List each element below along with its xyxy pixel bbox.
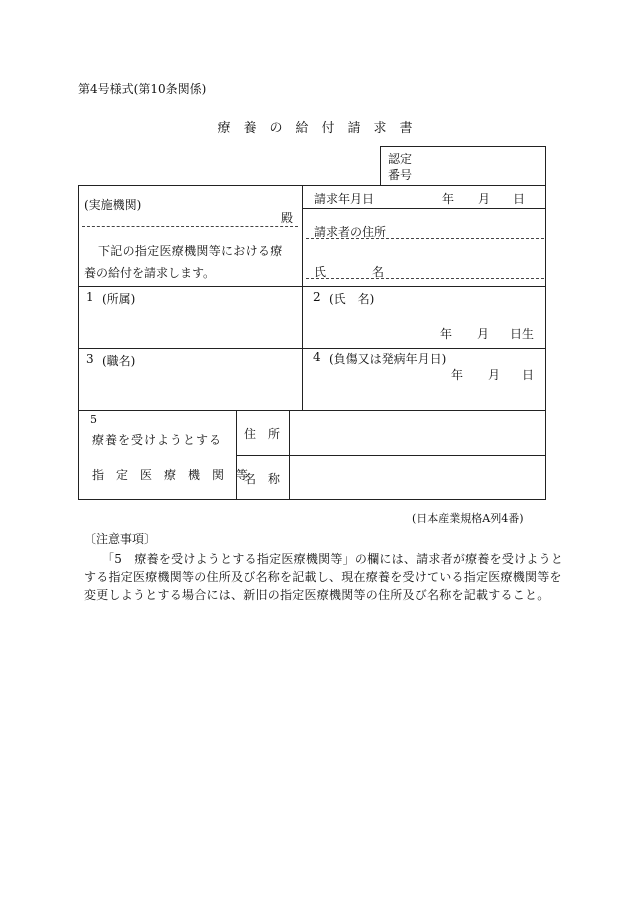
field3-label: (職名)	[102, 354, 136, 368]
notes-heading: 〔注意事項〕	[84, 532, 157, 546]
cert-box-top	[380, 146, 546, 147]
table-right-border	[545, 185, 546, 500]
cert-number-field[interactable]	[430, 152, 540, 180]
row5-mid-line	[236, 455, 546, 456]
field5-address-input[interactable]	[294, 414, 540, 450]
table-top-border	[78, 185, 546, 186]
field2-birth-day: 日生	[510, 327, 535, 341]
notes-line: する指定医療機関等の住所及び名称を記載し、現在療養を受けている指定医療機関等を	[84, 570, 562, 584]
field5-name-input[interactable]	[294, 459, 540, 495]
field1-input[interactable]	[84, 306, 296, 344]
cert-label-line2: 番号	[388, 168, 413, 182]
field4-label: (負傷又は発病年月日)	[329, 352, 447, 366]
field5-name-label: 名 称	[244, 472, 281, 486]
request-date-underline	[302, 208, 546, 209]
row-divider-1	[78, 286, 546, 287]
request-sentence-line2: 養の給付を請求します。	[84, 266, 216, 280]
row-divider-3	[78, 410, 546, 411]
request-date-field[interactable]	[380, 188, 540, 206]
field1-label: (所属)	[102, 292, 136, 306]
notes-line: 変更しようとする場合には、新旧の指定医療機関等の住所及び名称を記載すること。	[84, 588, 550, 602]
request-sentence-line1: 下記の指定医療機関等における療	[98, 244, 283, 258]
notes-line: 「5 療養を受けようとする指定医療機関等」の欄には、請求者が療養を受けようと	[102, 552, 564, 566]
field2-label: (氏 名)	[329, 292, 375, 306]
field5-label-line2: 指 定 医 療 機 関 等	[92, 468, 249, 482]
field4-year: 年	[451, 368, 464, 382]
cert-label-line1: 認定	[388, 152, 413, 166]
requester-address-dashed	[306, 238, 544, 239]
request-date-year: 年	[442, 192, 455, 206]
field4-day: 日	[522, 368, 535, 382]
institution-label: (実施機関)	[84, 198, 142, 212]
field4-input[interactable]	[308, 382, 540, 406]
field3-input[interactable]	[84, 368, 296, 406]
field5-label-line1: 療養を受けようとする	[92, 433, 223, 447]
field4-number: 4	[313, 350, 321, 364]
field1-number: 1	[86, 290, 94, 304]
cert-box-left	[380, 146, 381, 186]
requester-name-label-left: 氏	[314, 265, 327, 279]
field2-number: 2	[313, 290, 321, 304]
cert-box-right	[545, 146, 546, 186]
field4-month: 月	[488, 368, 501, 382]
field2-birth-month: 月	[477, 327, 490, 341]
field2-input[interactable]	[308, 306, 540, 322]
field5-number: 5	[90, 413, 97, 426]
page-title: 療 養 の 給 付 請 求 書	[217, 121, 413, 136]
table-left-border	[78, 185, 79, 500]
table-bottom-border	[78, 499, 546, 500]
addressee-suffix: 殿	[281, 211, 294, 225]
field3-number: 3	[86, 352, 94, 366]
row-divider-2	[78, 348, 546, 349]
requester-address-label: 請求者の住所	[314, 225, 387, 239]
institution-dashed-line	[82, 226, 298, 227]
request-date-month: 月	[478, 192, 491, 206]
requester-address-field[interactable]	[390, 215, 540, 237]
field2-birth-year: 年	[440, 327, 453, 341]
paper-size-note: (日本産業規格A列4番)	[412, 512, 524, 525]
table-mid-divider	[302, 185, 303, 411]
requester-name-dashed	[306, 278, 544, 279]
form-identifier: 第4号様式(第10条関係)	[78, 82, 207, 96]
request-date-day: 日	[513, 192, 526, 206]
requester-name-label-right: 名	[372, 265, 385, 279]
requester-name-field[interactable]	[390, 255, 540, 277]
institution-field[interactable]	[84, 190, 274, 224]
request-date-label: 請求年月日	[314, 192, 375, 206]
field5-address-label: 住 所	[244, 427, 281, 441]
